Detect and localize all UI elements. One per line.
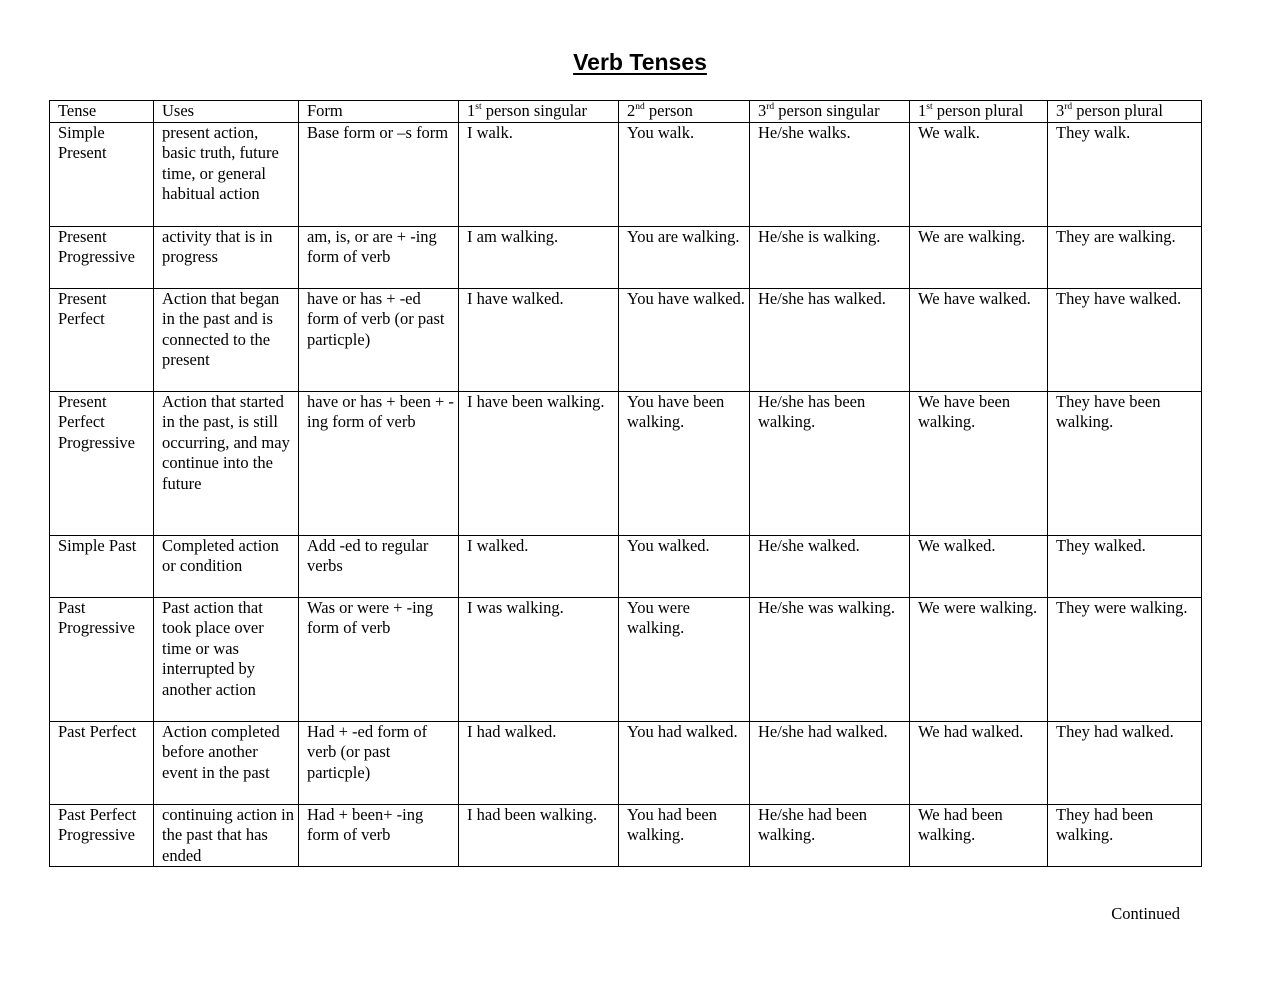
cell-second: You are walking. (619, 226, 750, 288)
cell-third-singular: He/she was walking. (750, 597, 910, 721)
cell-uses: Past action that took place over time or was interrupted by another action (154, 597, 299, 721)
cell-second: You were walking. (619, 597, 750, 721)
cell-tense: Simple Past (50, 535, 154, 597)
cell-form: am, is, or are + -ing form of verb (299, 226, 459, 288)
cell-first-singular: I was walking. (459, 597, 619, 721)
cell-second: You walked. (619, 535, 750, 597)
table-row (50, 391, 1202, 535)
table-row (50, 535, 1202, 597)
cell-tense: Present Progressive (50, 226, 154, 288)
cell-uses: Action that started in the past, is still occurring, and may continue into the future (154, 391, 299, 535)
cell-third-singular: He/she has been walking. (750, 391, 910, 535)
cell-tense: Simple Present (50, 122, 154, 226)
cell-first-plural: We were walking. (910, 597, 1048, 721)
cell-third-singular: He/she walks. (750, 122, 910, 226)
cell-first-singular: I am walking. (459, 226, 619, 288)
cell-second: You have walked. (619, 288, 750, 391)
cell-uses: Action completed before another event in the past (154, 721, 299, 804)
cell-third-plural: They walk. (1048, 122, 1202, 226)
cell-third-singular: He/she is walking. (750, 226, 910, 288)
cell-second: You had been walking. (619, 804, 750, 867)
cell-third-singular: He/she had been walking. (750, 804, 910, 867)
header-third-person-singular: 3rd person singular (750, 101, 910, 123)
cell-first-plural: We have walked. (910, 288, 1048, 391)
cell-third-plural: They walked. (1048, 535, 1202, 597)
table-row (50, 597, 1202, 721)
cell-third-plural: They have been walking. (1048, 391, 1202, 535)
cell-form: have or has + been + -ing form of verb (299, 391, 459, 535)
cell-third-plural: They were walking. (1048, 597, 1202, 721)
cell-first-singular: I had been walking. (459, 804, 619, 867)
cell-third-singular: He/she walked. (750, 535, 910, 597)
cell-first-singular: I walk. (459, 122, 619, 226)
header-form: Form (299, 101, 459, 123)
cell-tense: Past Perfect (50, 721, 154, 804)
cell-first-plural: We had walked. (910, 721, 1048, 804)
cell-uses: present action, basic truth, future time, or general habitual action (154, 122, 299, 226)
cell-second: You had walked. (619, 721, 750, 804)
cell-first-plural: We had been walking. (910, 804, 1048, 867)
cell-first-singular: I have been walking. (459, 391, 619, 535)
cell-third-plural: They have walked. (1048, 288, 1202, 391)
cell-third-singular: He/she has walked. (750, 288, 910, 391)
cell-second: You have been walking. (619, 391, 750, 535)
cell-uses: Action that began in the past and is connected to the present (154, 288, 299, 391)
cell-third-singular: He/she had walked. (750, 721, 910, 804)
header-uses: Uses (154, 101, 299, 123)
cell-uses: activity that is in progress (154, 226, 299, 288)
cell-tense: Past Progressive (50, 597, 154, 721)
header-second-person: 2nd person (619, 101, 750, 123)
table-row (50, 804, 1202, 867)
cell-second: You walk. (619, 122, 750, 226)
header-first-person-plural: 1st person plural (910, 101, 1048, 123)
cell-first-singular: I walked. (459, 535, 619, 597)
cell-tense: Past Perfect Progressive (50, 804, 154, 867)
cell-third-plural: They had walked. (1048, 721, 1202, 804)
cell-first-singular: I had walked. (459, 721, 619, 804)
table-row (50, 288, 1202, 391)
cell-form: Add -ed to regular verbs (299, 535, 459, 597)
cell-form: have or has + -ed form of verb (or past particple) (299, 288, 459, 391)
table-row (50, 721, 1202, 804)
cell-third-plural: They had been walking. (1048, 804, 1202, 867)
cell-first-plural: We walk. (910, 122, 1048, 226)
continued-note: Continued (1111, 904, 1180, 923)
header-third-person-plural: 3rd person plural (1048, 101, 1202, 123)
cell-form: Was or were + -ing form of verb (299, 597, 459, 721)
cell-form: Had + been+ -ing form of verb (299, 804, 459, 867)
cell-tense: Present Perfect (50, 288, 154, 391)
header-row (50, 101, 1202, 123)
verb-tenses-table (49, 100, 1202, 867)
table-row (50, 226, 1202, 288)
header-tense: Tense (50, 101, 154, 123)
cell-first-plural: We are walking. (910, 226, 1048, 288)
cell-first-plural: We walked. (910, 535, 1048, 597)
cell-uses: continuing action in the past that has ended (154, 804, 299, 867)
cell-form: Had + -ed form of verb (or past particple) (299, 721, 459, 804)
cell-third-plural: They are walking. (1048, 226, 1202, 288)
cell-form: Base form or –s form (299, 122, 459, 226)
cell-first-singular: I have walked. (459, 288, 619, 391)
cell-first-plural: We have been walking. (910, 391, 1048, 535)
header-first-person-singular: 1st person singular (459, 101, 619, 123)
cell-uses: Completed action or condition (154, 535, 299, 597)
cell-tense: Present Perfect Progressive (50, 391, 154, 535)
page-title: Verb Tenses (573, 49, 707, 75)
table-row (50, 122, 1202, 226)
